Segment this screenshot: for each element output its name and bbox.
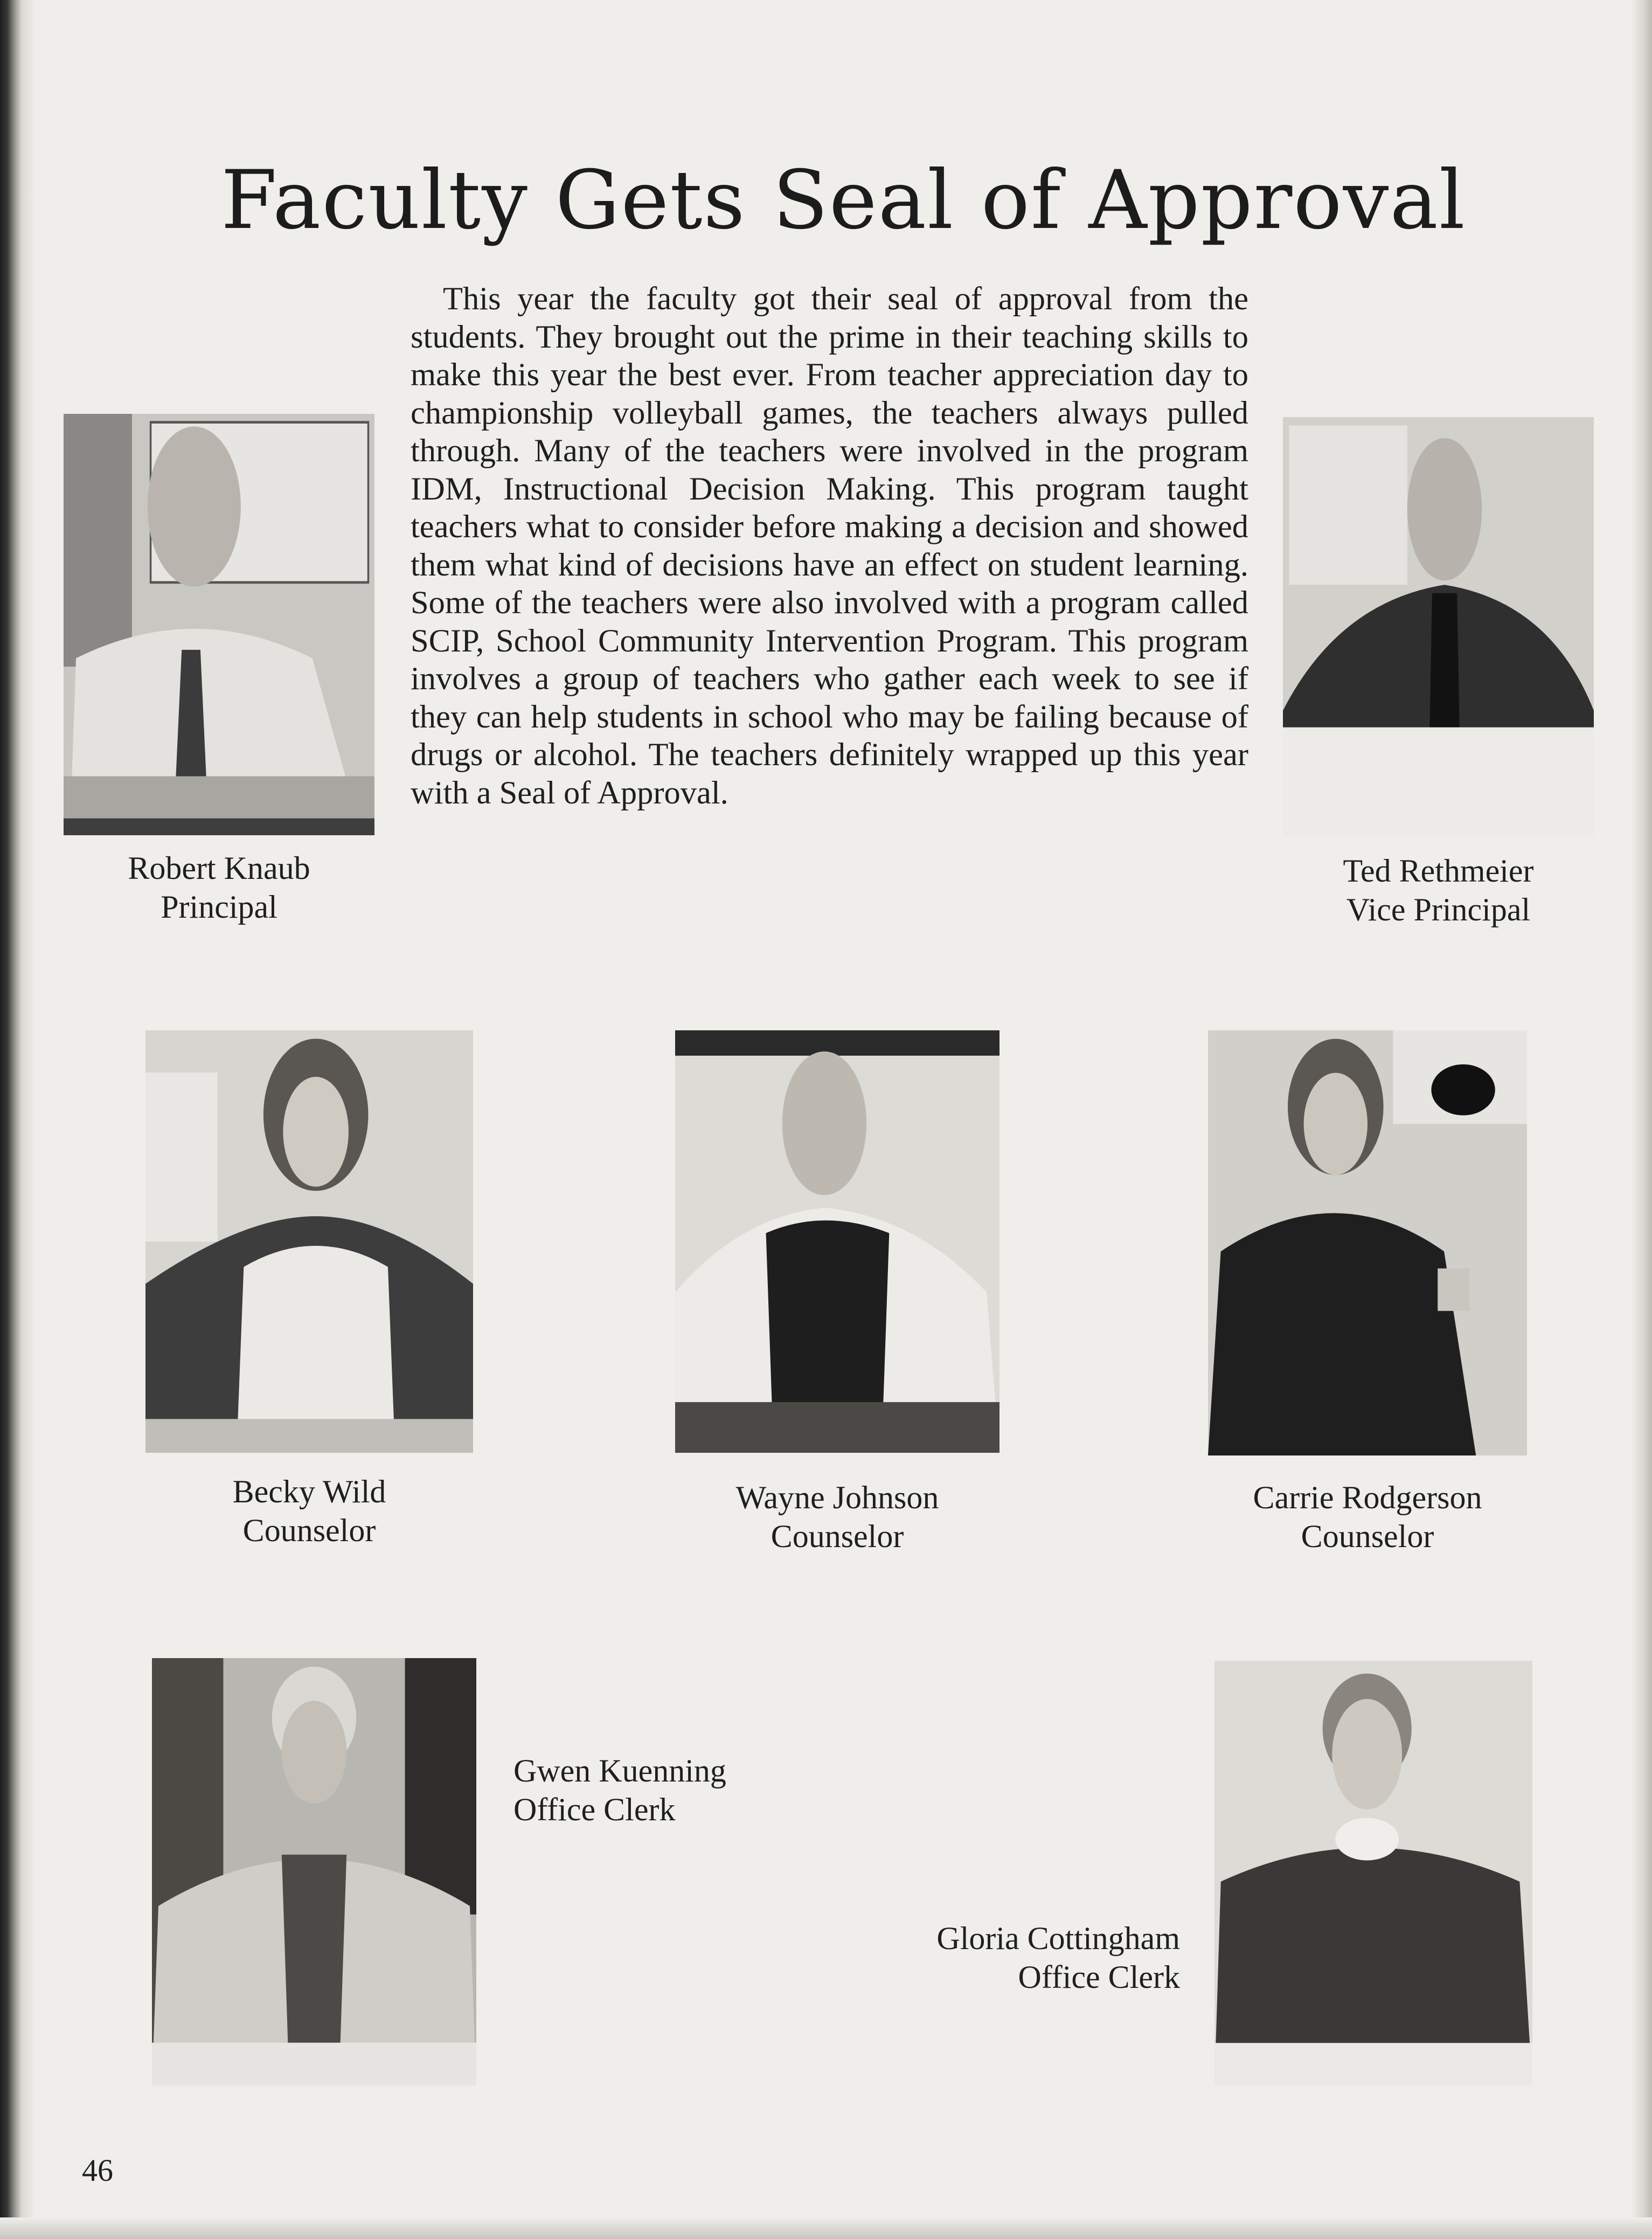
staff-name: Gwen Kuenning: [513, 1753, 726, 1789]
caption-robert-knaub: [64, 849, 374, 926]
staff-name: Becky Wild: [232, 1474, 386, 1509]
staff-name: Wayne Johnson: [735, 1480, 939, 1515]
page-title: Faculty Gets Seal of Approval: [221, 154, 1466, 247]
caption-gwen-kuenning: [513, 1751, 837, 1829]
staff-role: Office Clerk: [513, 1792, 676, 1827]
portrait-photo-ted-rethmeier: [1283, 417, 1594, 836]
caption-gloria-cottingham: [835, 1919, 1180, 1997]
staff-name: Robert Knaub: [128, 850, 310, 886]
staff-name: Carrie Rodgerson: [1253, 1480, 1482, 1515]
page-bottom-edge: [0, 2217, 1652, 2239]
staff-role: Principal: [161, 889, 277, 925]
caption-wayne-johnson: [675, 1478, 999, 1556]
portrait-photo-gwen-kuenning: [152, 1658, 476, 2085]
portrait-photo-becky-wild: [145, 1030, 473, 1453]
staff-name: Gloria Cottingham: [936, 1921, 1180, 1956]
staff-role: Counselor: [771, 1519, 904, 1554]
article-body: This year the faculty got their seal of approval from the students. They brought out the prime in their teaching skills to make this year the best ever. From teacher appreciation day to championship volleyball games, the teachers always pulled through. Many of the teachers were involved in the program IDM, Instructional Decision Making. This program taught teachers what to consider before making a decision and showed them what kind of decisions have an effect on student learning. Some of the teachers were also involved with a program called SCIP, School Community Intervention Program. This program involves a group of teachers who gather each week to see if they can help students in school who may be failing because of drugs or alcohol. The teachers definitely wrapped up this year with a Seal of Approval.: [411, 281, 1248, 811]
portrait-photo-robert-knaub: [64, 414, 374, 835]
staff-role: Office Clerk: [1018, 1959, 1180, 1995]
portrait-photo-carrie-rodgerson: [1208, 1030, 1527, 1455]
portrait-photo-gloria-cottingham: [1214, 1661, 1532, 2085]
staff-role: Counselor: [242, 1513, 376, 1548]
caption-becky-wild: [145, 1472, 473, 1550]
page-edge: [1630, 0, 1652, 2239]
caption-carrie-rodgerson: [1208, 1478, 1527, 1556]
page-number: 46: [82, 2153, 113, 2188]
book-binding-shadow: [0, 0, 33, 2239]
staff-name: Ted Rethmeier: [1343, 853, 1534, 889]
caption-ted-rethmeier: [1283, 851, 1594, 929]
staff-role: Counselor: [1301, 1519, 1434, 1554]
staff-role: Vice Principal: [1346, 892, 1531, 927]
portrait-photo-wayne-johnson: [675, 1030, 999, 1453]
